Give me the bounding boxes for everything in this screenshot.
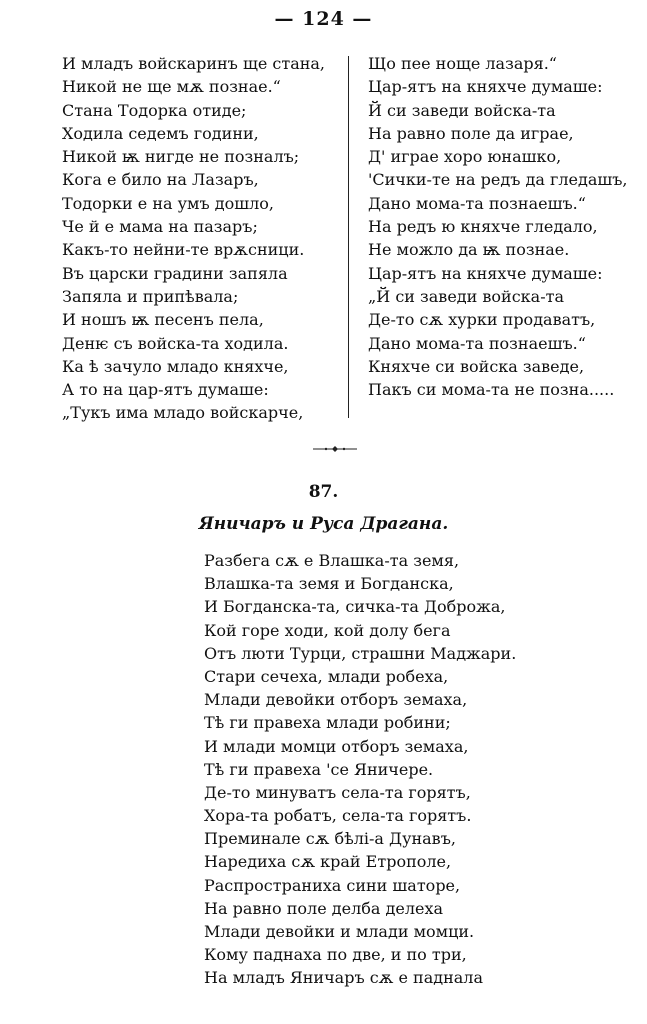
verse-line: Разбега сѫ е Влашка-та земя, — [204, 551, 460, 570]
verse-line: Цар-ятъ на княхче думаше: — [368, 263, 603, 283]
verse-line: И млади момци отборъ земаха, — [204, 736, 469, 756]
column-divider — [348, 56, 349, 418]
verse-line: „Й си заведи войска-та — [368, 286, 564, 306]
left-column — [62, 52, 325, 425]
poem-body — [204, 549, 516, 990]
right-column — [368, 52, 628, 401]
verse-line: Че й е мама на пазаръ; — [62, 217, 258, 237]
verse-line: Хора-та робатъ, села-та горятъ. — [204, 806, 472, 826]
verse-line: И младъ войскаринъ ще стана, — [62, 54, 326, 73]
verse-line: Кой горе ходи, кой долу бега — [204, 620, 451, 640]
verse-line: Запяла и припѣвала; — [62, 286, 239, 306]
verse-line: Де-то сѫ хурки продаватъ, — [368, 310, 596, 330]
verse-line: А то на цар-ятъ думаше: — [62, 380, 269, 400]
poem-title: Яничаръ и Руса Драгана. — [198, 514, 449, 534]
verse-line: Ходила седемъ години, — [62, 123, 259, 143]
page-number: — 124 — — [274, 8, 373, 30]
poem-number: 87. — [308, 482, 339, 502]
verse-line: 'Сички-те на редъ да гледашъ, — [368, 170, 628, 190]
verse-line: Пакъ си мома-та не позна..... — [368, 380, 615, 400]
verse-line: Млади девойки и млади момци. — [204, 922, 475, 941]
verse-line: Тѣ ги правеха 'се Яничере. — [204, 759, 434, 779]
verse-line: Никой не ще мѫ познае.“ — [62, 77, 281, 97]
verse-line: Никой ѭ нигде не позналъ; — [62, 147, 300, 167]
verse-line: „Тукъ има младо войскарче, — [62, 403, 304, 423]
verse-line: Д' играе хоро юнашко, — [368, 147, 562, 167]
verse-line: Распространиха сини шаторе, — [204, 875, 461, 895]
verse-line: И Богданска-та, сичка-та Доброжа, — [204, 597, 506, 617]
verse-line: Дано мома-та познаешъ.“ — [368, 333, 586, 353]
verse-line: На младъ Яничаръ сѫ е паднала — [204, 968, 483, 988]
verse-line: На равно поле делба делеха — [204, 898, 444, 918]
verse-line: Тѣ ги правеха млади робини; — [204, 713, 451, 733]
verse-line: Де-то минуватъ села-та горятъ, — [204, 782, 471, 802]
verse-line: Тодорки е на умъ дошло, — [62, 193, 274, 213]
verse-line: Кога е било на Лазаръ, — [62, 170, 259, 190]
verse-line: Преминале сѫ бѣлі-а Дунавъ, — [204, 829, 456, 849]
verse-line: Що пее ноще лазаря.“ — [368, 54, 557, 73]
verse-line: Ка ѣ зачуло младо княхче, — [62, 356, 289, 376]
verse-line: Какъ-то нейни-те врѫсници. — [62, 240, 305, 260]
verse-line: Дано мома-та познаешъ.“ — [368, 193, 586, 213]
verse-line: Стана Тодорка отиде; — [62, 100, 247, 120]
verse-line: На редъ ю княхче гледало, — [368, 217, 598, 237]
verse-line: Млади девойки отборъ земаха, — [204, 690, 468, 710]
verse-line: Стари сечеха, млади робеха, — [204, 666, 449, 686]
verse-line: Цар-ятъ на княхче думаше: — [368, 77, 603, 97]
verse-line: На равно поле да играе, — [368, 123, 574, 143]
verse-line: Й си заведи войска-та — [368, 100, 556, 120]
section-divider-ornament — [312, 445, 358, 453]
verse-line: Влашка-та земя и Богданска, — [204, 574, 454, 594]
verse-line: Денѥ съ войска-та ходила. — [62, 333, 289, 353]
verse-line: Въ царски градини запяла — [62, 263, 288, 283]
verse-line: Не можло да ѭ познае. — [368, 240, 570, 260]
verse-line: Наредиха сѫ край Етрополе, — [204, 852, 452, 872]
verse-line: Кому паднаха по две, и по три, — [204, 945, 467, 965]
verse-line: Отъ люти Турци, страшни Маджари. — [204, 643, 517, 663]
verse-line: Княхче си войска заведе, — [368, 356, 585, 376]
verse-line: И ношъ ѭ песенъ пела, — [62, 310, 264, 330]
